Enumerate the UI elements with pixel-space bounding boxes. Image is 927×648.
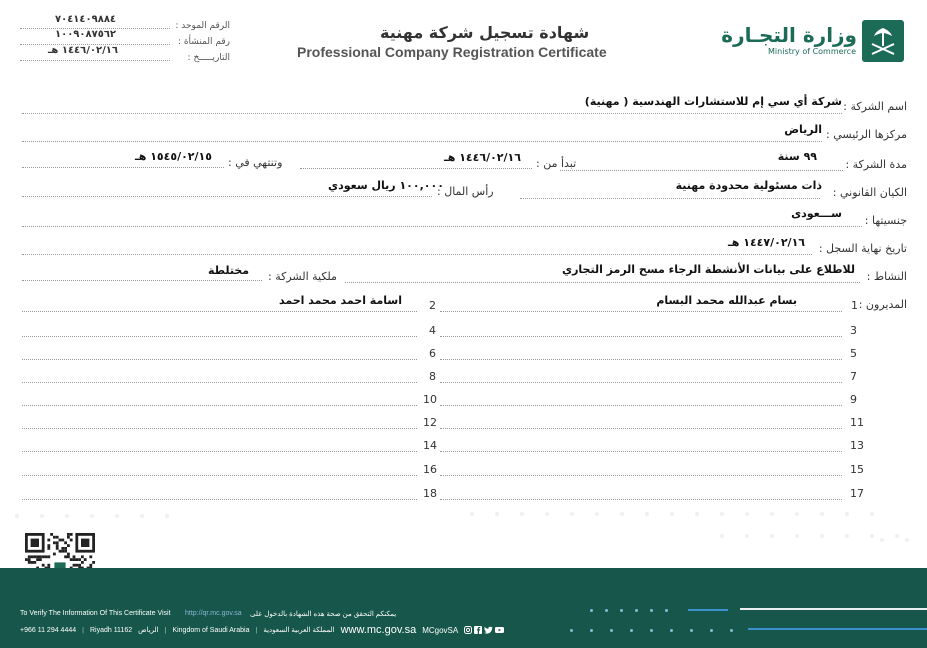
- footer-dot: [670, 629, 673, 632]
- verify-url[interactable]: http://qr.mc.gov.sa: [185, 610, 242, 617]
- manager-name: بسام عبدالله محمد البسام: [656, 294, 797, 307]
- capital-value: ١٠٠,٠٠٠ ريال سعودي: [328, 179, 444, 192]
- footer-line: [688, 609, 728, 611]
- manager-dots: [22, 475, 417, 476]
- field-dots: [345, 282, 860, 283]
- footer-dot: [730, 629, 733, 632]
- field-dots: [22, 280, 262, 281]
- entity-value: ذات مسئولية محدودة مهنية: [675, 179, 822, 192]
- decor-dot: [720, 534, 724, 538]
- hq-label: مركزها الرئيسي :: [826, 128, 907, 141]
- manager-number: 12: [423, 416, 437, 429]
- manager-number: 15: [850, 463, 864, 476]
- footer-dot: [690, 629, 693, 632]
- country-ar: المملكة العربية السعودية: [263, 627, 335, 634]
- manager-dots: [22, 311, 417, 312]
- decor-dot: [845, 534, 849, 538]
- manager-dots: [440, 336, 842, 337]
- manager-dots: [440, 428, 842, 429]
- decor-dot: [905, 538, 909, 542]
- duration-label: مدة الشركة :: [845, 158, 907, 171]
- field-dots: [520, 198, 820, 199]
- decor-dot: [620, 512, 624, 516]
- separator: |: [255, 626, 258, 634]
- ownership-label: ملكية الشركة :: [268, 270, 337, 283]
- decor-dot: [695, 512, 699, 516]
- decor-dot: [870, 512, 874, 516]
- decor-dot: [720, 512, 724, 516]
- hq-value: الرياض: [784, 123, 822, 136]
- decor-dot: [65, 514, 69, 518]
- footer-line: [740, 608, 927, 610]
- footer: [0, 568, 927, 648]
- manager-number: 4: [429, 324, 436, 337]
- decor-dot: [745, 534, 749, 538]
- manager-number: 16: [423, 463, 437, 476]
- field-dots: [22, 254, 812, 255]
- activity-label: النشاط :: [866, 270, 907, 283]
- manager-number: 7: [850, 370, 857, 383]
- decor-dot: [795, 534, 799, 538]
- manager-number: 2: [429, 299, 436, 312]
- manager-number: 11: [850, 416, 864, 429]
- unified-number-value: ٧٠٤١٤٠٩٨٨٤: [55, 14, 117, 25]
- manager-dots: [440, 451, 842, 452]
- separator: |: [164, 626, 167, 634]
- footer-line: [748, 628, 927, 630]
- manager-dots: [22, 405, 417, 406]
- starts-label: تبدأ من :: [536, 157, 577, 170]
- decor-dot: [895, 534, 899, 538]
- footer-dot: [630, 629, 633, 632]
- footer-dot: [650, 629, 653, 632]
- ends-label: وتنتهي في :: [228, 156, 283, 169]
- nationality-label: جنسيتها :: [864, 214, 907, 227]
- activity-value: للاطلاع على بيانات الأنشطة الرجاء مسح الرمز التجاري: [561, 263, 855, 276]
- establishment-number-value: ١٠٠٩٠٨٧٥٦٢: [55, 29, 117, 40]
- decor-dot: [40, 514, 44, 518]
- date-value: ١٤٤٦/٠٢/١٦ هـ: [48, 45, 118, 56]
- decor-dot: [165, 514, 169, 518]
- manager-number: 17: [850, 487, 864, 500]
- decor-dot: [495, 512, 499, 516]
- manager-number: 6: [429, 347, 436, 360]
- instagram-icon[interactable]: [464, 626, 472, 634]
- facebook-icon[interactable]: [474, 626, 482, 634]
- field-dots: [560, 170, 843, 171]
- decor-dot: [870, 534, 874, 538]
- company-name-label: اسم الشركة :: [843, 100, 907, 113]
- manager-dots: [440, 359, 842, 360]
- manager-dots: [22, 359, 417, 360]
- certificate-title-en: Professional Company Registration Certificate: [297, 44, 607, 60]
- decor-dot: [90, 514, 94, 518]
- manager-dots: [440, 382, 842, 383]
- footer-dot: [590, 609, 593, 612]
- duration-value: ٩٩ سنة: [777, 150, 817, 163]
- footer-dot: [620, 609, 623, 612]
- field-dots: [22, 167, 224, 168]
- decor-dot: [770, 534, 774, 538]
- manager-dots: [440, 475, 842, 476]
- manager-dots: [440, 499, 842, 500]
- palm-swords-icon: [862, 20, 904, 62]
- manager-number: 9: [850, 393, 857, 406]
- date-label: التاريـــــخ :: [187, 53, 230, 63]
- manager-number: 18: [423, 487, 437, 500]
- decor-dot: [140, 514, 144, 518]
- manager-number: 5: [850, 347, 857, 360]
- field-dots: [22, 113, 842, 114]
- decor-dot: [820, 534, 824, 538]
- decor-dot: [115, 514, 119, 518]
- certificate-title-ar: شهادة تسجيل شركة مهنية: [380, 23, 590, 42]
- decor-dot: [795, 512, 799, 516]
- manager-dots: [22, 451, 417, 452]
- manager-dots: [22, 382, 417, 383]
- manager-dots: [440, 405, 842, 406]
- decor-dot: [845, 512, 849, 516]
- footer-dot: [665, 609, 668, 612]
- manager-number: 10: [423, 393, 437, 406]
- youtube-icon[interactable]: [495, 626, 504, 634]
- managers-label: المديرون :: [858, 298, 907, 311]
- decor-dot: [670, 512, 674, 516]
- phone: +966 11 294 4444: [20, 626, 77, 634]
- meta-block: [20, 14, 230, 64]
- manager-name: اسامة احمد محمد احمد: [278, 294, 402, 307]
- country-en: Kingdom of Saudi Arabia: [172, 626, 250, 634]
- company-name-value: شركة أي سي إم للاستشارات الهندسية ( مهنية): [584, 95, 842, 108]
- decor-dot: [595, 512, 599, 516]
- capital-label: رأس المال :: [437, 185, 494, 198]
- ownership-value: مختلطة: [208, 264, 250, 277]
- entity-label: الكيان القانوني :: [832, 186, 907, 199]
- address-ar: الرياض: [138, 627, 159, 634]
- establishment-number-label: رقم المنشأة :: [177, 37, 230, 47]
- manager-number: 14: [423, 439, 437, 452]
- field-dots: [22, 196, 432, 197]
- social-icons: [464, 626, 504, 634]
- social-handle[interactable]: MCgovSA: [422, 625, 459, 635]
- manager-dots: [440, 311, 842, 312]
- decor-dot: [880, 538, 884, 542]
- manager-number: 1: [851, 299, 858, 312]
- decor-dot: [545, 512, 549, 516]
- decor-dot: [745, 512, 749, 516]
- decor-dot: [645, 512, 649, 516]
- footer-dot: [570, 629, 573, 632]
- footer-dot: [605, 609, 608, 612]
- ministry-logo: [862, 20, 904, 62]
- expiry-label: تاريخ نهاية السجل :: [818, 242, 907, 255]
- footer-dot: [590, 629, 593, 632]
- decor-dot: [770, 512, 774, 516]
- address-en: Riyadh 11162: [89, 626, 133, 634]
- ends-value: ١٥٤٥/٠٢/١٥ هـ: [135, 150, 212, 163]
- ministry-name-ar: وزارة التجـارة: [721, 23, 857, 47]
- expiry-value: ١٤٤٧/٠٢/١٦ هـ: [728, 236, 805, 249]
- footer-dot: [710, 629, 713, 632]
- field-dots: [300, 168, 532, 169]
- manager-dots: [22, 499, 417, 500]
- website-link[interactable]: www.mc.gov.sa: [340, 624, 417, 636]
- unified-number-label: الرقم الموحد :: [175, 21, 230, 31]
- nationality-value: ســـعودى: [791, 207, 842, 220]
- footer-dot: [650, 609, 653, 612]
- decor-dot: [820, 512, 824, 516]
- manager-dots: [22, 428, 417, 429]
- meta-dots: [20, 60, 170, 61]
- field-dots: [22, 226, 862, 227]
- decor-dot: [570, 512, 574, 516]
- separator: |: [82, 626, 84, 634]
- twitter-icon[interactable]: [484, 626, 493, 634]
- manager-dots: [22, 336, 417, 337]
- decor-dot: [520, 512, 524, 516]
- verify-text-en: To Verify The Information Of This Certificate Visit: [20, 610, 171, 617]
- starts-value: ١٤٤٦/٠٢/١٦ هـ: [444, 151, 521, 164]
- manager-number: 8: [429, 370, 436, 383]
- footer-dot: [610, 629, 613, 632]
- decor-dot: [470, 512, 474, 516]
- verify-text-ar: يمكنكم التحقق من صحة هذه الشهادة بالدخول على: [250, 611, 397, 618]
- manager-number: 13: [850, 439, 864, 452]
- footer-dot: [635, 609, 638, 612]
- footer-contact-row: [20, 624, 504, 636]
- field-dots: [22, 141, 822, 142]
- ministry-name-en: Ministry of Commerce: [768, 47, 856, 56]
- decor-dot: [15, 514, 19, 518]
- manager-number: 3: [850, 324, 857, 337]
